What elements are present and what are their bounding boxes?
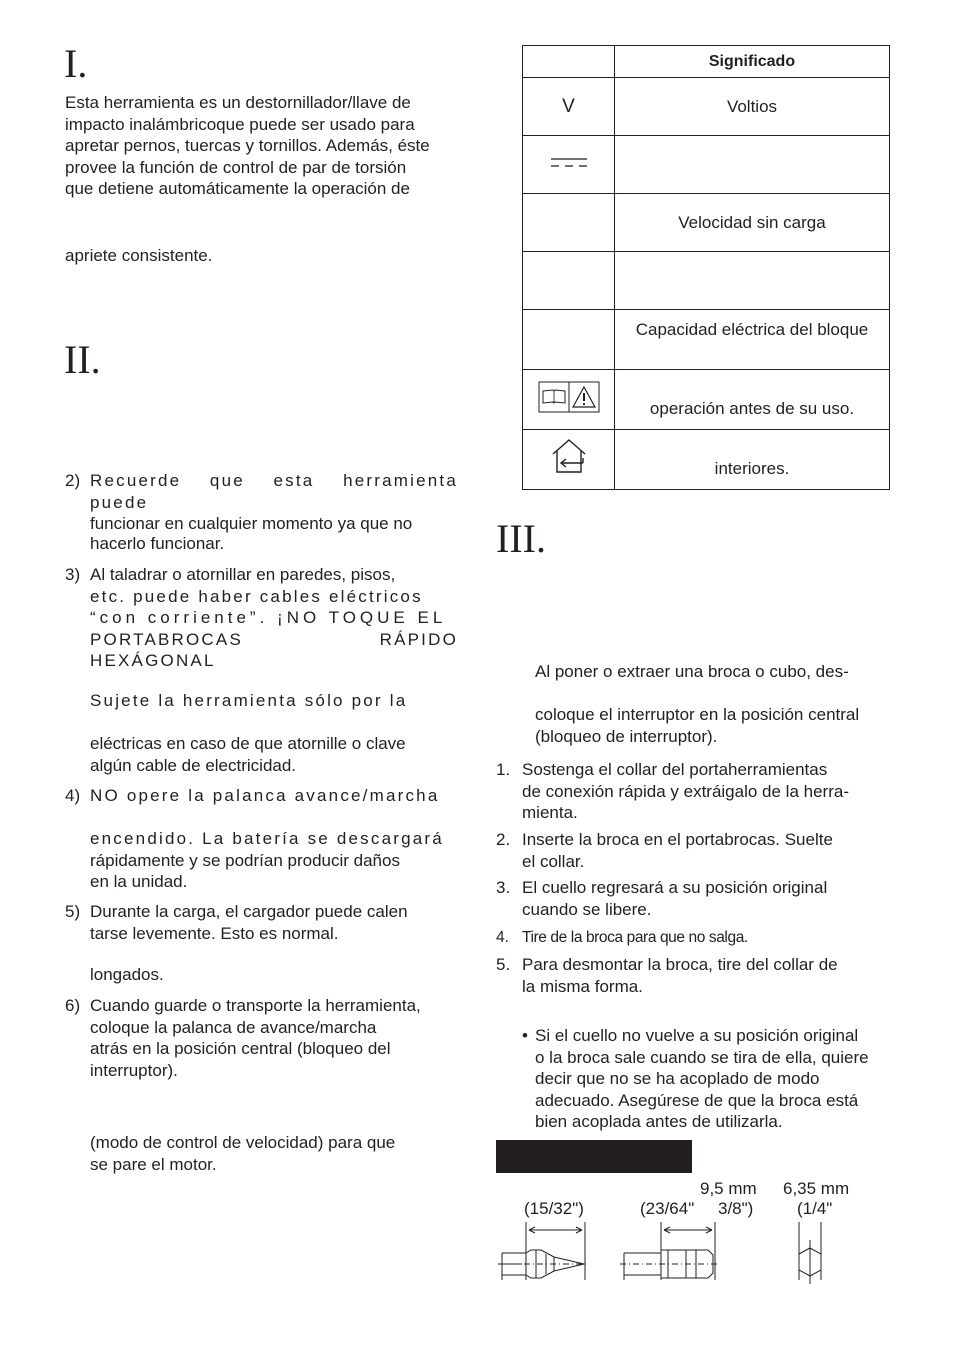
table-header-symbol: [523, 46, 615, 78]
section-3-intro-cont: coloque el interruptor en la posición central (bloqueo de interruptor).: [535, 705, 860, 746]
section-3-heading: III.: [496, 516, 546, 561]
section-subheading-bar: [496, 1140, 692, 1173]
table-symbol-volts: V: [523, 78, 615, 136]
list-item-2-end: hacerlo funcionar.: [90, 534, 225, 553]
symbol-table: [522, 45, 890, 490]
table-symbol-dc: [523, 136, 615, 194]
table-meaning-manual: operación antes de su uso.: [615, 370, 890, 430]
list-item-3-cont2: eléctricas en caso de que atornille o clave algún cable de electricidad.: [90, 734, 406, 775]
table-meaning-dc: [615, 136, 890, 194]
section-1-heading: I.: [64, 41, 88, 86]
list-item-5-end: longados.: [90, 965, 164, 984]
section-2-tail: (modo de control de velocidad) para que se pare el motor.: [90, 1133, 396, 1174]
indoor-use-icon: [549, 438, 589, 476]
dim-3-8: 3/8"): [718, 1199, 754, 1218]
dim-9-5mm: 9,5 mm: [700, 1179, 757, 1198]
list-item-4-cont: encendido. La batería se descargará rápidamente y se podrían producir daños en la unidad.: [90, 829, 444, 891]
dim-6-35mm: 6,35 mm: [783, 1179, 850, 1198]
table-meaning-indoor: interiores.: [615, 430, 890, 490]
table-symbol-indoor: [523, 430, 615, 490]
section-3-intro: Al poner o extraer una broca o cubo, des-: [535, 662, 849, 681]
section-1-paragraph: Esta herramienta es un destornillador/llave de impacto inalámbricoque puede ser usado para apretar pernos, tuercas y tornillos. Además, éste provee la función de control de par de torsión que detiene automáticamente la operación de: [65, 93, 430, 198]
table-symbol-manual: [523, 370, 615, 430]
table-symbol-capacity: [523, 310, 615, 370]
note-text: Si el cuello no vuelve a su posición original o la broca sale cuando se tira de ella, quiere decir que no se ha acoplado de modo adecuado. Asegúrese de que la broca está bien acoplada antes de utilizarla.: [535, 1026, 869, 1131]
book-warning-icon: [538, 381, 600, 413]
dc-current-icon: [549, 156, 589, 170]
table-meaning-row4: [615, 252, 890, 310]
section-1-paragraph-end: apriete consistente.: [65, 246, 213, 265]
table-header-meaning: Significado: [615, 46, 890, 78]
dim-1-4: (1/4": [797, 1199, 833, 1218]
table-meaning-volts: Voltios: [615, 78, 890, 136]
table-symbol-row4: [523, 252, 615, 310]
section-2-heading: II.: [64, 337, 101, 382]
dim-15-32: (15/32"): [524, 1199, 584, 1218]
list-item-3-cont: Sujete la herramienta sólo por la: [90, 691, 408, 710]
note-bullet: •: [522, 1026, 528, 1045]
table-meaning-capacity: Capacidad eléctrica del bloque: [615, 310, 890, 370]
dim-23-64: (23/64": [640, 1199, 695, 1218]
table-symbol-noload: [523, 194, 615, 252]
table-meaning-noload: Velocidad sin carga: [615, 194, 890, 252]
screwdriver-bit-icon: [496, 1220, 836, 1290]
